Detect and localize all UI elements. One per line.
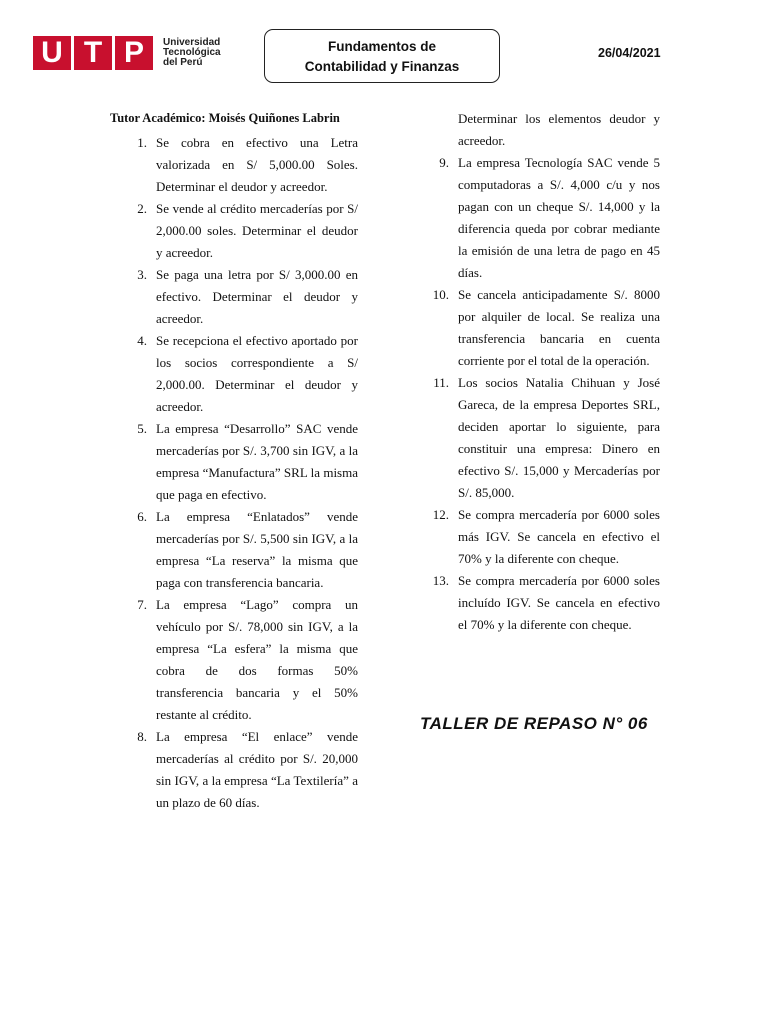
list-item xyxy=(128,594,358,726)
item-number: 7. xyxy=(137,597,147,612)
utp-logo xyxy=(33,36,221,70)
logo-line: del Perú xyxy=(163,57,203,68)
list-item xyxy=(128,132,358,198)
item-text: Se cancela anticipadamente S/. 8000 por alquiler de local. Se realiza una transferencia bancaria en cuenta corriente por el total de la operación. xyxy=(458,287,660,368)
left-column xyxy=(128,132,358,814)
right-column xyxy=(430,108,660,636)
item-text: Se paga una letra por S/ 3,000.00 en efectivo. Determinar el deudor y acreedor. xyxy=(156,267,358,326)
list-item xyxy=(128,264,358,330)
list-item xyxy=(128,198,358,264)
item-text: Se compra mercadería por 6000 soles incluído IGV. Se cancela en efectivo el 70% y la diferente con cheque. xyxy=(458,573,660,632)
document-date: 26/04/2021 xyxy=(598,46,661,60)
logo-letter-t: T xyxy=(74,36,112,70)
logo-letter-u: U xyxy=(33,36,71,70)
item-number: 1. xyxy=(137,135,147,150)
item-text: La empresa “El enlace” vende mercaderías al crédito por S/. 20,000 sin IGV, a la empresa “La Textilería” a un plazo de 60 días. xyxy=(156,729,358,810)
logo-letter-p: P xyxy=(115,36,153,70)
list-item xyxy=(430,284,660,372)
item-number: 3. xyxy=(137,267,147,282)
course-title-line1: Fundamentos de xyxy=(327,39,436,54)
item-text: Se vende al crédito mercaderías por S/ 2,000.00 soles. Determinar el deudor y acreedor. xyxy=(156,201,358,260)
item-text: Se recepciona el efectivo aportado por los socios correspondiente a S/ 2,000.00. Determinar el deudor y acreedor. xyxy=(156,333,358,414)
list-item xyxy=(430,152,660,284)
item-number: 13. xyxy=(432,573,449,588)
list-item xyxy=(128,330,358,418)
item-number: 12. xyxy=(432,507,449,522)
logo-letters xyxy=(33,36,156,70)
item-text: Se cobra en efectivo una Letra valorizada en S/ 5,000.00 Soles. Determinar el deudor y acreedor. xyxy=(156,135,358,194)
item-number: 2. xyxy=(137,201,147,216)
item-number: 11. xyxy=(433,375,449,390)
course-title-line2: Contabilidad y Finanzas xyxy=(304,59,460,74)
list-item xyxy=(430,504,660,570)
item-text: La empresa “Desarrollo” SAC vende mercaderías por S/. 3,700 sin IGV, a la empresa “Manufactura” SRL la misma que paga en efectivo. xyxy=(156,421,358,502)
tutor-line: Tutor Académico: Moisés Quiñones Labrin xyxy=(110,111,340,125)
list-item xyxy=(430,570,660,636)
item-number: 8. xyxy=(137,729,147,744)
item-number: 4. xyxy=(137,333,147,348)
list-item xyxy=(128,506,358,594)
item-8-continuation: Determinar los elementos deudor y acreedor. xyxy=(458,111,660,148)
item-number: 9. xyxy=(439,155,449,170)
list-item xyxy=(128,418,358,506)
item-text: La empresa “Enlatados” vende mercaderías por S/. 5,500 sin IGV, a la empresa “La reserva” la misma que paga con transferencia bancaria. xyxy=(156,509,358,590)
item-text: La empresa Tecnología SAC vende 5 computadoras a S/. 4,000 c/u y nos pagan con un cheque S/. 14,000 y la diferencia queda por cobrar mediante la emisión de una letra de pago en 45 días. xyxy=(458,155,660,280)
item-number: 10. xyxy=(432,287,449,302)
item-text: La empresa “Lago” compra un vehículo por S/. 78,000 sin IGV, a la empresa “La esfera” la misma que cobra de dos formas 50% transferencia bancaria y el 50% restante al crédito. xyxy=(156,597,358,722)
item-number: 5. xyxy=(137,421,147,436)
list-item xyxy=(128,726,358,814)
logo-line: Universidad xyxy=(163,37,221,48)
item-text: Se compra mercadería por 6000 soles más IGV. Se cancela en efectivo el 70% y la diferente con cheque. xyxy=(458,507,660,566)
logo-line: Tecnológica xyxy=(163,47,221,58)
course-title-box xyxy=(264,29,500,83)
item-text: Los socios Natalia Chihuan y José Gareca, de la empresa Deportes SRL, deciden aportar lo siguiente, para constituir una empresa: Dinero en efectivo S/. 15,000 y Mercaderías por S/. 85,000. xyxy=(458,375,660,500)
page-header xyxy=(0,0,768,100)
logo-text xyxy=(163,38,221,68)
item-number: 6. xyxy=(137,509,147,524)
list-item xyxy=(430,372,660,504)
taller-title: TALLER DE REPASO N° 06 xyxy=(420,714,648,733)
